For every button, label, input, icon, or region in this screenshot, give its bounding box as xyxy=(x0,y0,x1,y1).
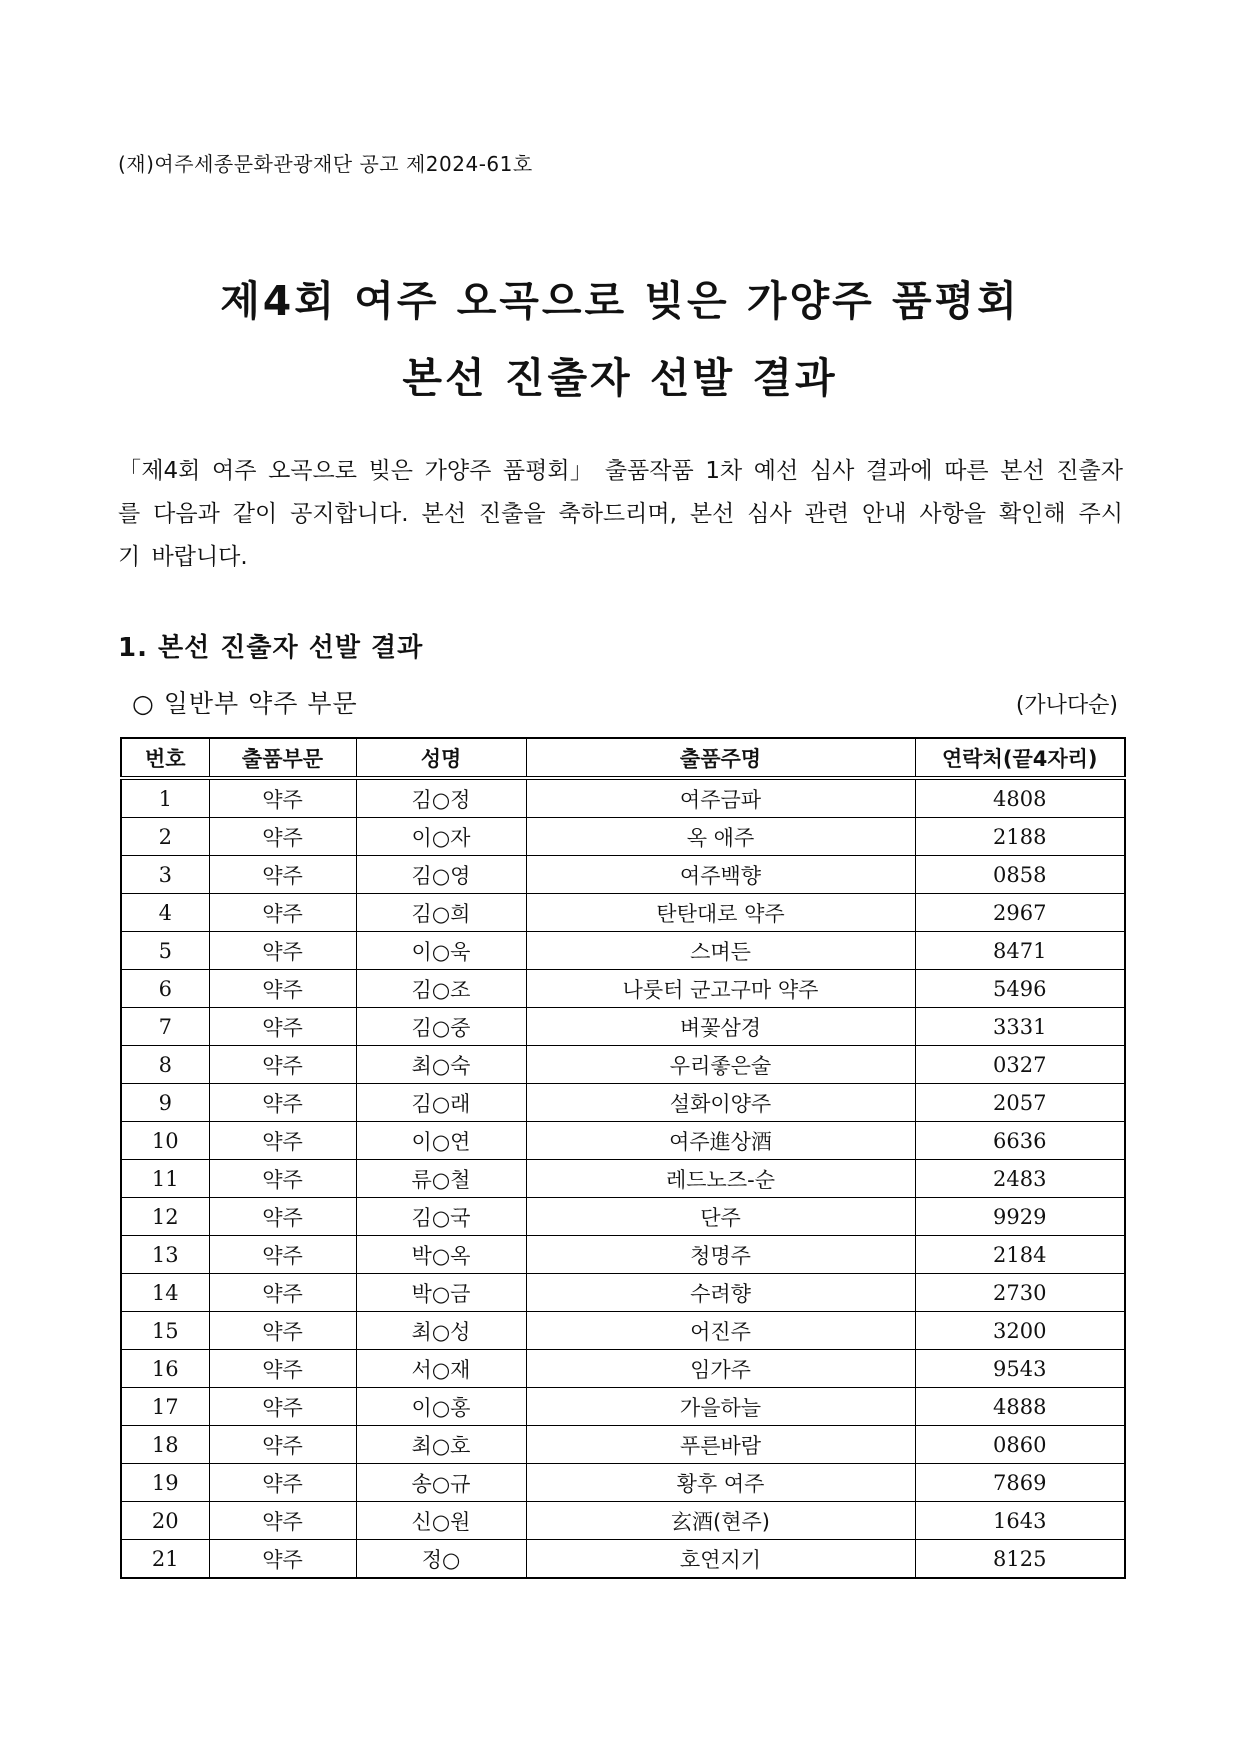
cell-name: 김○래 xyxy=(356,1084,526,1122)
cell-category: 약주 xyxy=(209,1464,356,1502)
cell-name: 김○중 xyxy=(356,1008,526,1046)
cell-product-name: 어진주 xyxy=(526,1312,915,1350)
table-row xyxy=(121,932,1125,970)
cell-name: 신○원 xyxy=(356,1502,526,1540)
cell-category: 약주 xyxy=(209,970,356,1008)
title-line-2: 본선 진출자 선발 결과 xyxy=(402,354,838,402)
cell-contact: 2483 xyxy=(915,1160,1125,1198)
table-row xyxy=(121,856,1125,894)
cell-contact: 6636 xyxy=(915,1122,1125,1160)
cell-name: 박○옥 xyxy=(356,1236,526,1274)
cell-contact: 8125 xyxy=(915,1540,1125,1579)
table-row xyxy=(121,970,1125,1008)
cell-name: 최○호 xyxy=(356,1426,526,1464)
table-row xyxy=(121,894,1125,932)
table-body xyxy=(121,778,1125,1578)
cell-contact: 2184 xyxy=(915,1236,1125,1274)
cell-category: 약주 xyxy=(209,1312,356,1350)
cell-contact: 0860 xyxy=(915,1426,1125,1464)
cell-product-name: 벼꽃삼경 xyxy=(526,1008,915,1046)
cell-product-name: 나룻터 군고구마 약주 xyxy=(526,970,915,1008)
table-row xyxy=(121,1426,1125,1464)
cell-product-name: 레드노즈-순 xyxy=(526,1160,915,1198)
table-row xyxy=(121,1198,1125,1236)
cell-category: 약주 xyxy=(209,1350,356,1388)
cell-contact: 4808 xyxy=(915,778,1125,818)
cell-name: 김○조 xyxy=(356,970,526,1008)
cell-contact: 8471 xyxy=(915,932,1125,970)
section-title: 1. 본선 진출자 선발 결과 xyxy=(118,633,424,663)
cell-number: 21 xyxy=(121,1540,209,1579)
cell-number: 17 xyxy=(121,1388,209,1426)
cell-number: 4 xyxy=(121,894,209,932)
cell-number: 6 xyxy=(121,970,209,1008)
cell-product-name: 가을하늘 xyxy=(526,1388,915,1426)
cell-contact: 7869 xyxy=(915,1464,1125,1502)
table-row xyxy=(121,1312,1125,1350)
table-row xyxy=(121,1236,1125,1274)
cell-product-name: 여주백향 xyxy=(526,856,915,894)
cell-product-name: 玄酒(현주) xyxy=(526,1502,915,1540)
intro-paragraph: 「제4회 여주 오곡으로 빚은 가양주 품평회」 출품작품 1차 예선 심사 결과에 따른 본선 진출자를 다음과 같이 공지합니다. 본선 진출을 축하드리며, 본선 심사 관련 안내 사항을 확인해 주시기 바랍니다. xyxy=(118,458,1123,570)
header-number: 번호 xyxy=(121,738,209,778)
cell-contact: 0327 xyxy=(915,1046,1125,1084)
cell-name: 김○희 xyxy=(356,894,526,932)
cell-contact: 4888 xyxy=(915,1388,1125,1426)
cell-number: 16 xyxy=(121,1350,209,1388)
table-row xyxy=(121,1502,1125,1540)
cell-number: 15 xyxy=(121,1312,209,1350)
cell-category: 약주 xyxy=(209,1046,356,1084)
cell-number: 10 xyxy=(121,1122,209,1160)
cell-number: 2 xyxy=(121,818,209,856)
cell-name: 이○욱 xyxy=(356,932,526,970)
cell-number: 1 xyxy=(121,778,209,818)
cell-product-name: 스며든 xyxy=(526,932,915,970)
table-row xyxy=(121,1084,1125,1122)
header-category: 출품부문 xyxy=(209,738,356,778)
table-row xyxy=(121,1540,1125,1579)
cell-product-name: 여주금파 xyxy=(526,778,915,818)
cell-name: 김○국 xyxy=(356,1198,526,1236)
table-row xyxy=(121,1274,1125,1312)
table-row xyxy=(121,1046,1125,1084)
cell-number: 13 xyxy=(121,1236,209,1274)
cell-name: 류○철 xyxy=(356,1160,526,1198)
cell-category: 약주 xyxy=(209,1198,356,1236)
cell-contact: 9543 xyxy=(915,1350,1125,1388)
table-row xyxy=(121,1160,1125,1198)
cell-number: 19 xyxy=(121,1464,209,1502)
cell-contact: 5496 xyxy=(915,970,1125,1008)
cell-name: 박○금 xyxy=(356,1274,526,1312)
table-row xyxy=(121,778,1125,818)
cell-contact: 2188 xyxy=(915,818,1125,856)
cell-contact: 3200 xyxy=(915,1312,1125,1350)
sort-note: (가나다순) xyxy=(1015,693,1118,718)
cell-name: 최○숙 xyxy=(356,1046,526,1084)
subsection-title: ○ 일반부 약주 부문 xyxy=(132,689,358,718)
cell-number: 20 xyxy=(121,1502,209,1540)
cell-category: 약주 xyxy=(209,818,356,856)
table-row xyxy=(121,818,1125,856)
cell-name: 서○재 xyxy=(356,1350,526,1388)
results-table xyxy=(120,737,1126,1579)
table-row xyxy=(121,1008,1125,1046)
cell-product-name: 호연지기 xyxy=(526,1540,915,1579)
table-row xyxy=(121,1122,1125,1160)
cell-number: 5 xyxy=(121,932,209,970)
cell-category: 약주 xyxy=(209,894,356,932)
cell-number: 3 xyxy=(121,856,209,894)
cell-product-name: 황후 여주 xyxy=(526,1464,915,1502)
cell-name: 김○정 xyxy=(356,778,526,818)
cell-number: 7 xyxy=(121,1008,209,1046)
cell-category: 약주 xyxy=(209,1236,356,1274)
cell-category: 약주 xyxy=(209,778,356,818)
cell-number: 12 xyxy=(121,1198,209,1236)
cell-product-name: 탄탄대로 약주 xyxy=(526,894,915,932)
cell-product-name: 수려향 xyxy=(526,1274,915,1312)
cell-category: 약주 xyxy=(209,1540,356,1579)
cell-name: 이○자 xyxy=(356,818,526,856)
cell-category: 약주 xyxy=(209,856,356,894)
table-header-row xyxy=(121,738,1125,778)
header-name: 성명 xyxy=(356,738,526,778)
cell-name: 송○규 xyxy=(356,1464,526,1502)
cell-name: 정○ xyxy=(356,1540,526,1579)
notice-number: (재)여주세종문화관광재단 공고 제2024-61호 xyxy=(118,152,533,176)
cell-product-name: 청명주 xyxy=(526,1236,915,1274)
cell-product-name: 설화이양주 xyxy=(526,1084,915,1122)
cell-contact: 0858 xyxy=(915,856,1125,894)
cell-number: 14 xyxy=(121,1274,209,1312)
cell-category: 약주 xyxy=(209,1122,356,1160)
cell-contact: 2057 xyxy=(915,1084,1125,1122)
cell-category: 약주 xyxy=(209,1502,356,1540)
cell-number: 18 xyxy=(121,1426,209,1464)
header-contact: 연락처(끝4자리) xyxy=(915,738,1125,778)
table-row xyxy=(121,1350,1125,1388)
cell-contact: 9929 xyxy=(915,1198,1125,1236)
cell-category: 약주 xyxy=(209,1160,356,1198)
cell-name: 최○성 xyxy=(356,1312,526,1350)
cell-product-name: 임가주 xyxy=(526,1350,915,1388)
cell-product-name: 푸른바람 xyxy=(526,1426,915,1464)
header-product-name: 출품주명 xyxy=(526,738,915,778)
cell-contact: 2967 xyxy=(915,894,1125,932)
cell-product-name: 옥 애주 xyxy=(526,818,915,856)
cell-name: 이○연 xyxy=(356,1122,526,1160)
cell-number: 8 xyxy=(121,1046,209,1084)
cell-contact: 2730 xyxy=(915,1274,1125,1312)
cell-category: 약주 xyxy=(209,1426,356,1464)
cell-product-name: 우리좋은술 xyxy=(526,1046,915,1084)
cell-category: 약주 xyxy=(209,1008,356,1046)
title-line-1: 제4회 여주 오곡으로 빚은 가양주 품평회 xyxy=(220,277,1020,325)
cell-name: 김○영 xyxy=(356,856,526,894)
cell-category: 약주 xyxy=(209,1274,356,1312)
cell-name: 이○홍 xyxy=(356,1388,526,1426)
table-row xyxy=(121,1388,1125,1426)
cell-category: 약주 xyxy=(209,1388,356,1426)
table-row xyxy=(121,1464,1125,1502)
cell-number: 9 xyxy=(121,1084,209,1122)
cell-category: 약주 xyxy=(209,932,356,970)
cell-contact: 1643 xyxy=(915,1502,1125,1540)
cell-number: 11 xyxy=(121,1160,209,1198)
cell-category: 약주 xyxy=(209,1084,356,1122)
cell-contact: 3331 xyxy=(915,1008,1125,1046)
cell-product-name: 단주 xyxy=(526,1198,915,1236)
cell-product-name: 여주進상酒 xyxy=(526,1122,915,1160)
